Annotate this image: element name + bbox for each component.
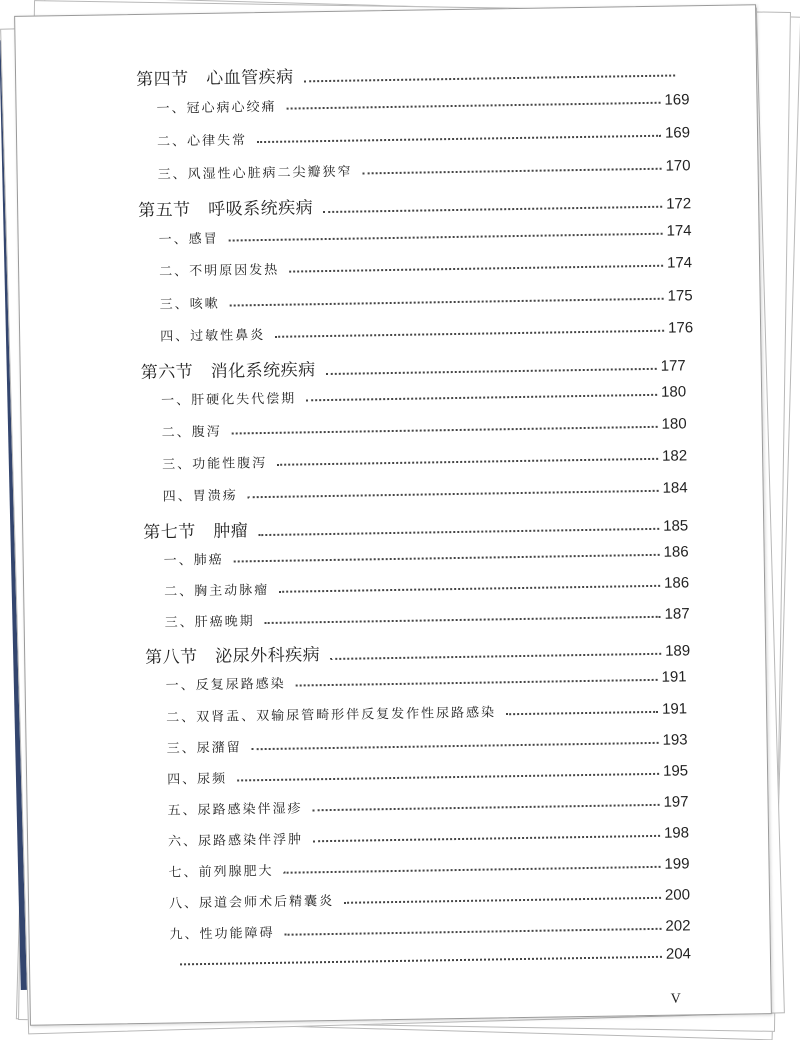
dot-leader <box>323 206 662 213</box>
section-title: 第八节 泌尿外科疾病 <box>145 645 321 668</box>
dot-leader <box>252 742 659 750</box>
toc-item-row <box>159 252 692 279</box>
page-number: 186 <box>663 543 689 561</box>
dot-leader <box>330 653 661 660</box>
item-title: 四、胃溃疡 <box>162 488 238 505</box>
toc-section-row <box>143 509 688 543</box>
dot-leader <box>257 135 661 143</box>
dot-leader <box>237 773 659 782</box>
toc-item-row <box>164 541 689 568</box>
item-title: 三、风湿性心脏病二尖瓣狭窄 <box>157 164 353 183</box>
toc-section-row <box>145 634 690 668</box>
dot-leader <box>313 835 660 842</box>
page-number: 180 <box>660 383 687 401</box>
page-number: 174 <box>666 222 692 240</box>
dot-leader <box>363 168 662 175</box>
dot-leader <box>284 866 661 874</box>
toc-section-row <box>136 56 679 90</box>
dot-leader <box>230 298 664 307</box>
toc-item-row <box>157 122 690 149</box>
item-title: 一、肝硬化失代偿期 <box>161 391 297 409</box>
page-number: 182 <box>661 447 688 465</box>
toc-item-row <box>168 853 689 880</box>
toc-item-row <box>166 729 687 756</box>
toc-item-row <box>170 945 691 970</box>
page-number: 189 <box>665 642 691 660</box>
dot-leader <box>506 711 658 715</box>
dot-leader <box>275 330 664 338</box>
item-title: 三、尿潴留 <box>166 740 242 757</box>
page-number: 170 <box>665 157 691 175</box>
item-title: 一、感冒 <box>158 231 219 248</box>
item-title: 三、肝癌晚期 <box>164 614 255 631</box>
dot-leader <box>279 585 660 593</box>
dot-leader <box>232 426 658 435</box>
page-number: 185 <box>663 517 689 535</box>
dot-leader <box>344 897 661 904</box>
page-number-roman: V <box>670 991 681 1007</box>
toc-section-row <box>141 349 686 383</box>
page-number: 202 <box>665 917 691 935</box>
toc-item-row <box>166 698 687 725</box>
item-title: 四、尿频 <box>167 771 228 788</box>
toc-item-row <box>163 477 688 504</box>
toc-page <box>14 4 772 1026</box>
page-number: 169 <box>664 91 690 109</box>
toc-item-row <box>169 915 690 942</box>
page-number: 177 <box>660 357 686 375</box>
toc-item-row <box>167 791 688 818</box>
dot-leader <box>234 554 660 563</box>
toc-item-row <box>164 572 689 599</box>
item-title: 二、双肾盂、双输尿管畸形伴反复发作性尿路感染 <box>166 705 497 726</box>
dot-leader <box>285 928 662 936</box>
item-title: 二、胸主动脉瘤 <box>164 582 270 600</box>
toc-item-row <box>157 155 690 182</box>
toc-item-row <box>162 413 687 440</box>
item-title: 二、心律失常 <box>156 133 248 150</box>
dot-leader <box>296 679 658 687</box>
item-title: 一、反复尿路感染 <box>165 676 286 694</box>
dot-leader <box>258 528 659 536</box>
item-title: 四、过敏性鼻炎 <box>160 327 266 345</box>
dot-leader <box>289 265 663 273</box>
toc-item-row <box>158 220 691 247</box>
page-number: 204 <box>665 945 692 963</box>
item-title: 一、肺癌 <box>163 552 224 569</box>
dot-leader <box>326 368 657 375</box>
toc-item-row <box>165 666 686 693</box>
item-title: 二、腹泻 <box>161 424 222 441</box>
page-number: 197 <box>663 793 689 811</box>
dot-leader <box>180 956 662 966</box>
toc-item-row <box>164 603 689 630</box>
toc-section-row <box>138 187 691 221</box>
section-title: 第六节 消化系统疾病 <box>140 360 316 383</box>
item-title: 七、前列腺肥大 <box>168 863 274 881</box>
toc-item-row <box>160 317 693 344</box>
toc-item-row <box>162 445 687 472</box>
dot-leader <box>306 394 657 402</box>
page-number: 191 <box>661 700 688 718</box>
dot-leader <box>304 75 675 83</box>
page-number: 186 <box>663 574 690 592</box>
dot-leader <box>277 458 658 466</box>
dot-leader <box>287 102 661 110</box>
dot-leader <box>313 804 660 811</box>
section-title: 第七节 肿瘤 <box>143 521 249 543</box>
page-number: 187 <box>664 605 690 623</box>
item-title: 六、尿路感染伴浮肿 <box>167 832 304 850</box>
toc-item-row <box>161 381 686 408</box>
page-number: 169 <box>664 124 691 142</box>
item-title: 一、冠心病心绞痛 <box>156 99 277 117</box>
toc-item-row <box>156 89 689 116</box>
dot-leader <box>229 233 663 242</box>
page-number: 172 <box>665 195 692 213</box>
page-number: 198 <box>663 824 690 842</box>
item-title: 九、性功能障碍 <box>169 925 275 943</box>
page-number: 176 <box>667 319 694 337</box>
page-number: 199 <box>664 855 690 873</box>
page-number: 191 <box>661 668 687 686</box>
item-title: 三、咳嗽 <box>159 296 220 313</box>
section-title: 第四节 心血管疾病 <box>135 67 294 90</box>
toc-item-row <box>169 884 690 911</box>
toc-item-row <box>168 822 689 849</box>
section-title: 第五节 呼吸系统疾病 <box>138 198 314 221</box>
item-title: 五、尿路感染伴湿疹 <box>167 801 303 819</box>
page-number: 180 <box>661 415 687 433</box>
page-number: 195 <box>662 762 689 780</box>
page-number: 193 <box>662 731 688 749</box>
dot-leader <box>265 616 661 624</box>
dot-leader <box>248 490 659 498</box>
page-number: 184 <box>662 479 688 497</box>
item-title: 八、尿道会师术后精囊炎 <box>168 893 335 912</box>
item-title: 三、功能性腹泻 <box>162 455 268 473</box>
toc-item-row <box>167 760 688 787</box>
page-number: 175 <box>667 287 693 305</box>
page-number: 174 <box>666 254 693 272</box>
toc-item-row <box>159 285 692 312</box>
item-title: 二、不明原因发热 <box>159 262 280 280</box>
page-number: 200 <box>664 886 691 904</box>
